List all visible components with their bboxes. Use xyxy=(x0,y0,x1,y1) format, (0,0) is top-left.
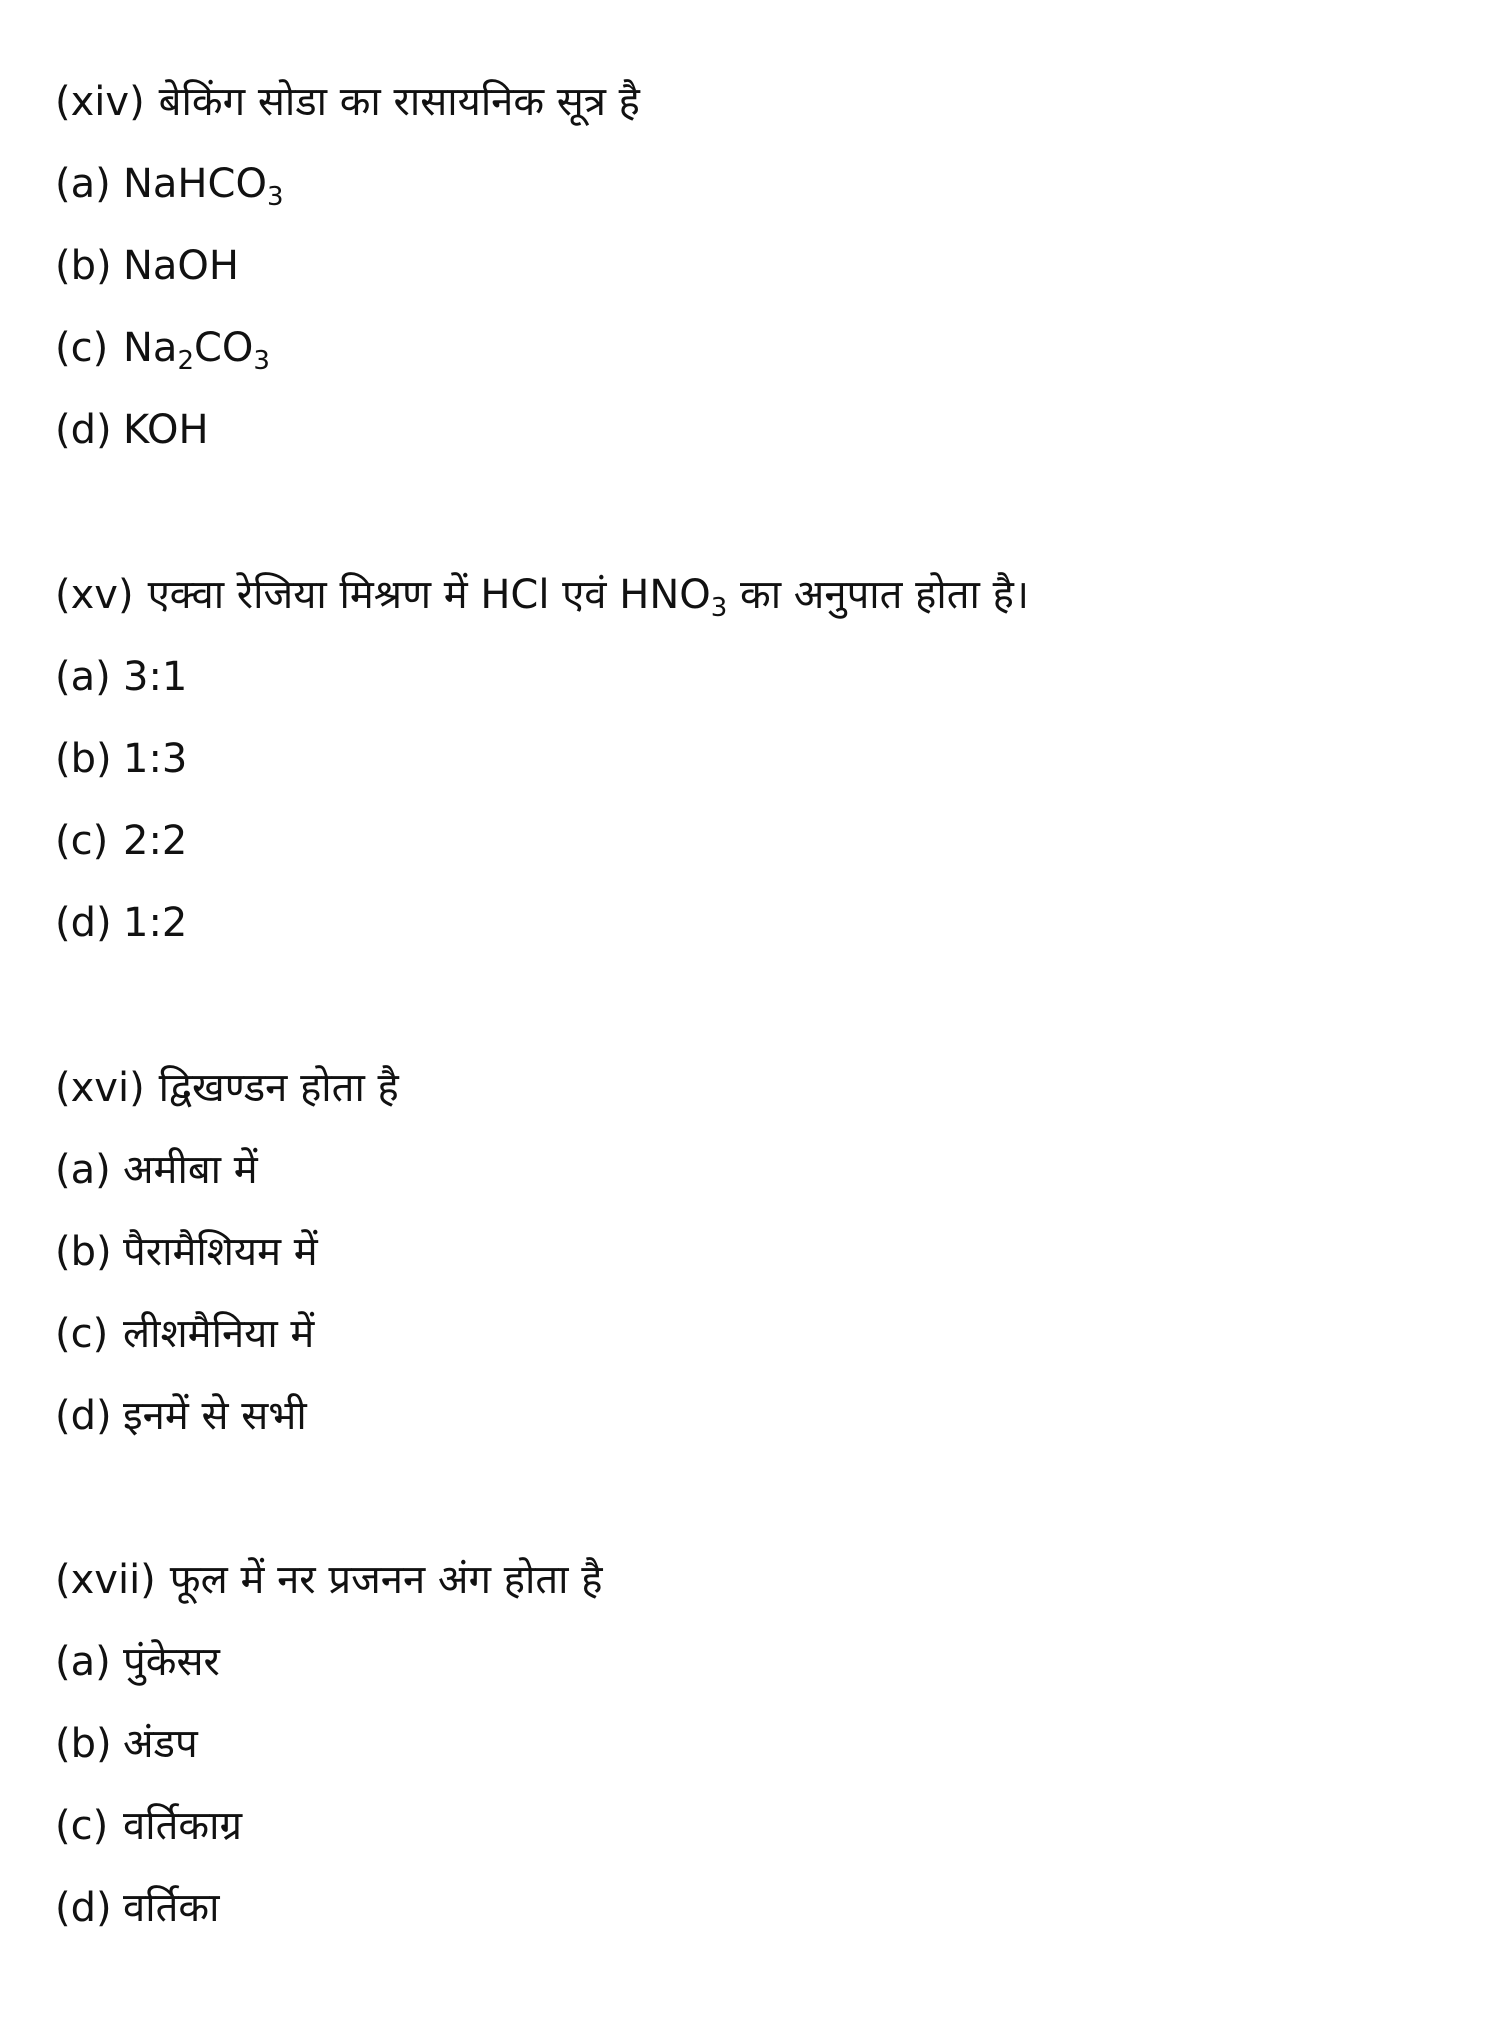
question-stem xyxy=(55,1058,1455,1140)
option-text: वर्तिका xyxy=(123,1885,220,1931)
question-stem xyxy=(55,565,1455,647)
option-label: (d) xyxy=(55,900,112,946)
option-label: (c) xyxy=(55,1311,109,1357)
question-xiv xyxy=(55,72,1455,482)
option-text: 3:1 xyxy=(123,654,188,700)
option-c xyxy=(55,318,1455,400)
option-b xyxy=(55,1714,1455,1796)
option-text: 1:3 xyxy=(123,736,188,782)
option-text: अंडप xyxy=(123,1721,198,1767)
option-label: (c) xyxy=(55,1803,109,1849)
option-label: (a) xyxy=(55,1147,111,1193)
option-label: (c) xyxy=(55,818,109,864)
question-stem xyxy=(55,72,1455,154)
question-text-tail: का अनुपात होता है। xyxy=(727,572,1030,618)
option-label: (b) xyxy=(55,1721,112,1767)
option-c xyxy=(55,1304,1455,1386)
question-xvii xyxy=(55,1550,1455,1960)
question-xvi xyxy=(55,1058,1455,1468)
option-a xyxy=(55,154,1455,236)
question-number: (xvi) xyxy=(55,1065,145,1111)
question-xv xyxy=(55,565,1455,975)
option-d xyxy=(55,1878,1455,1960)
option-text: लीशमैनिया में xyxy=(123,1311,315,1357)
question-number: (xvii) xyxy=(55,1557,156,1603)
option-label: (d) xyxy=(55,1885,112,1931)
option-b xyxy=(55,1222,1455,1304)
option-text-tail: CO xyxy=(193,325,254,371)
option-text: NaOH xyxy=(123,243,239,289)
option-a xyxy=(55,647,1455,729)
option-text: KOH xyxy=(123,407,209,453)
question-text: बेकिंग सोडा का रासायनिक सूत्र है xyxy=(158,79,640,125)
question-text: फूल में नर प्रजनन अंग होता है xyxy=(169,1557,603,1603)
subscript: 3 xyxy=(710,593,728,623)
question-stem xyxy=(55,1550,1455,1632)
option-text: 1:2 xyxy=(123,900,188,946)
option-d xyxy=(55,400,1455,482)
option-text: अमीबा में xyxy=(123,1147,258,1193)
option-label: (b) xyxy=(55,736,112,782)
option-text: NaHCO xyxy=(123,161,267,207)
question-number: (xiv) xyxy=(55,79,145,125)
option-label: (d) xyxy=(55,407,112,453)
option-text: पैरामैशियम में xyxy=(123,1229,318,1275)
option-d xyxy=(55,893,1455,975)
option-a xyxy=(55,1632,1455,1714)
option-b xyxy=(55,236,1455,318)
option-label: (a) xyxy=(55,161,111,207)
option-text: 2:2 xyxy=(123,818,188,864)
option-b xyxy=(55,729,1455,811)
subscript: 3 xyxy=(266,182,284,212)
option-label: (a) xyxy=(55,1639,111,1685)
option-label: (b) xyxy=(55,1229,112,1275)
subscript: 2 xyxy=(177,346,194,376)
option-c xyxy=(55,811,1455,893)
question-number: (xv) xyxy=(55,572,134,618)
option-label: (a) xyxy=(55,654,111,700)
question-text: द्विखण्डन होता है xyxy=(158,1065,399,1111)
option-text: Na xyxy=(123,325,178,371)
option-text: इनमें से सभी xyxy=(123,1393,307,1439)
option-a xyxy=(55,1140,1455,1222)
subscript: 3 xyxy=(253,346,270,376)
option-c xyxy=(55,1796,1455,1878)
option-text: वर्तिकाग्र xyxy=(123,1803,243,1849)
option-d xyxy=(55,1386,1455,1468)
question-text: एक्वा रेजिया मिश्रण में HCl एवं HNO xyxy=(147,572,711,618)
option-label: (c) xyxy=(55,325,109,371)
option-label: (b) xyxy=(55,243,112,289)
option-label: (d) xyxy=(55,1393,112,1439)
option-text: पुंकेसर xyxy=(123,1639,220,1685)
